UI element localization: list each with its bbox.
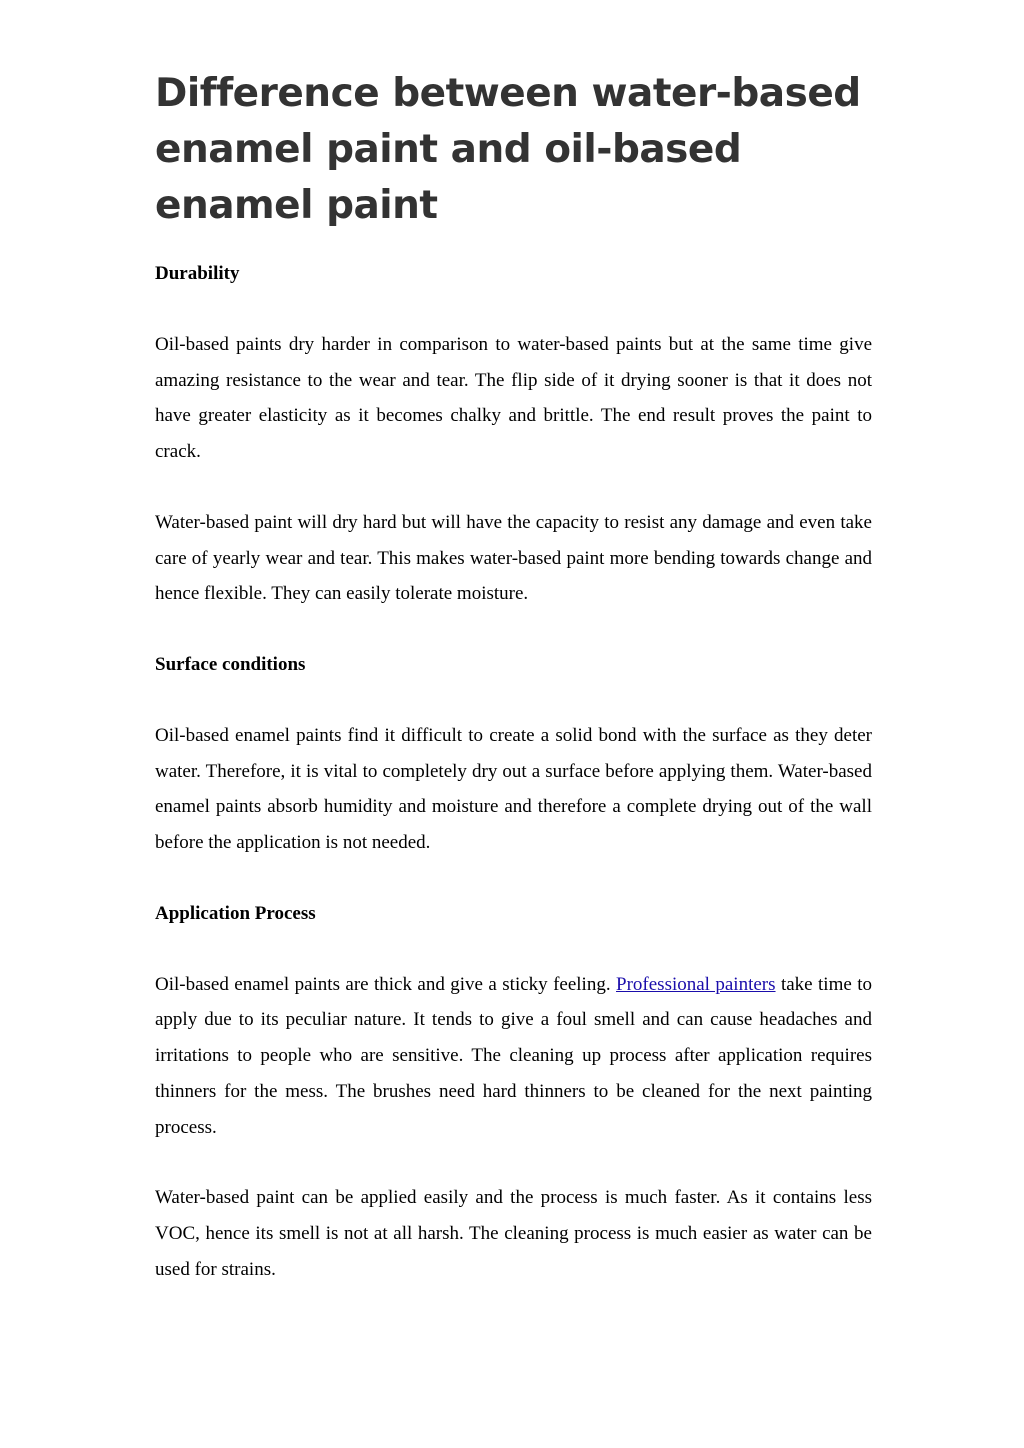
- application-text-before-link: Oil-based enamel paints are thick and give a sticky feeling.: [155, 973, 617, 995]
- application-paragraph-1: [155, 967, 872, 1146]
- application-paragraph-2: Water-based paint can be applied easily and the process is much faster. As it contains less VOC, hence its smell is not at all harsh. The cleaning process is much easier as water can be used for strains.: [155, 1187, 872, 1280]
- page-title: Difference between water-based enamel paint and oil-based enamel paint: [155, 71, 861, 228]
- application-text-after-link: take time to apply due to its peculiar nature. It tends to give a foul smell and can cause headaches and irritations to people who are sensitive. The cleaning up process after application requires thinners for the mess. The brushes need hard thinners to be cleaned for the next painting process.: [155, 973, 873, 1138]
- section-heading-durability: Durability: [155, 263, 240, 284]
- surface-conditions-paragraph: Oil-based enamel paints find it difficult to create a solid bond with the surface as they deter water. Therefore, it is vital to completely dry out a surface before applying them. Water-based enamel paints absorb humidity and moisture and therefore a complete drying out of the wall before the application is not needed.: [155, 724, 872, 854]
- professional-painters-link[interactable]: Professional painters: [616, 973, 776, 995]
- document-page: [155, 66, 872, 1287]
- section-heading-surface-conditions: Surface conditions: [155, 653, 306, 675]
- durability-paragraph-2: Water-based paint will dry hard but will have the capacity to resist any damage and even take care of yearly wear and tear. This makes water-based paint more bending towards change and hence flexible. They can easily tolerate moisture.: [155, 511, 872, 605]
- section-heading-application-process: Application Process: [155, 902, 316, 924]
- durability-paragraph-1: Oil-based paints dry harder in comparison to water-based paints but at the same time give amazing resistance to the wear and tear. The flip side of it drying sooner is that it does not have greater elasticity as it becomes chalky and brittle. The end result proves the paint to crack.: [155, 334, 872, 463]
